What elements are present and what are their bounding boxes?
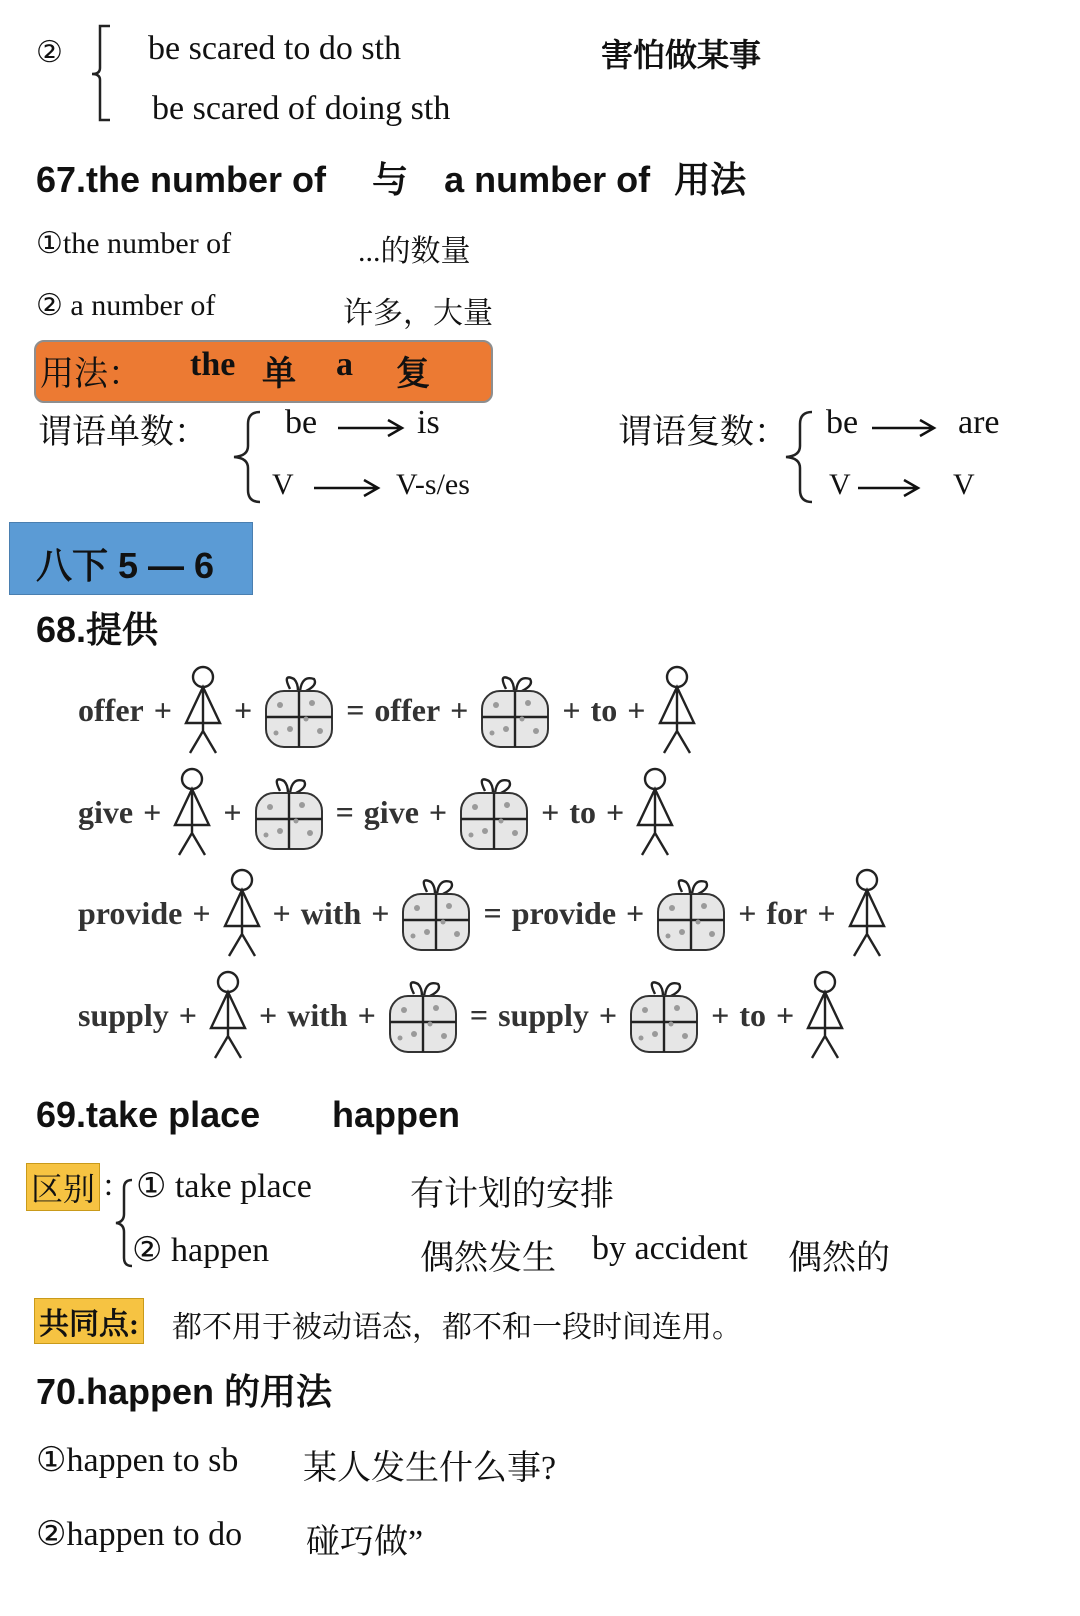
heading-70: 70.happen 的用法 [36,1371,333,1412]
item-happen-to-sb: ①happen to sb [36,1442,239,1479]
gift-icon [397,872,475,954]
prep-text: for [766,894,808,931]
arrow-right-icon [856,476,926,500]
heading-67 [36,152,746,203]
usage-the: the [190,346,236,383]
plus-sign: + [541,793,560,830]
plus-sign: + [711,996,730,1033]
gift-icon [250,771,328,853]
verb-text: supply [498,996,589,1033]
plus-sign: + [153,691,172,728]
circled-number-2: ② [36,36,63,69]
heading-68: 68.提供 [36,609,159,650]
item-happen-to-sb-meaning: 某人发生什么事? [303,1450,557,1487]
provide-row [76,767,678,857]
unit-label: 八下 5 — 6 [36,545,215,586]
plus-sign: + [738,894,757,931]
plus-sign: + [598,996,618,1033]
heading-67-part-d: 用法 [674,159,747,200]
plus-sign: + [562,691,581,728]
plus-sign: + [428,793,448,830]
gift-icon [652,872,730,954]
person-icon [205,970,251,1060]
prep-text: to [739,996,766,1033]
verb-text: supply [78,996,169,1033]
left-brace-icon [226,410,266,504]
arrow-right-icon [312,476,382,500]
plur-v: V [829,468,851,501]
item-happen-to-do: ②happen to do [36,1516,243,1553]
left-brace-icon [86,24,116,124]
gift-icon [384,974,462,1056]
prep-text: with [300,894,362,931]
plus-sign: + [450,691,469,728]
gift-icon [476,669,554,751]
plus-sign: + [223,793,242,830]
equals-sign: = [483,894,502,931]
verb-text: give [363,793,419,830]
phrase-scared-of-doing: be scared of doing sth [152,90,451,127]
provide-row [76,868,890,958]
plus-sign: + [178,996,197,1033]
item-take-place-meaning: 有计划的安排 [410,1176,614,1213]
prep-text: to [569,793,597,830]
sing-vs: V-s/es [396,468,470,501]
phrase-meaning: 害怕做某事 [601,37,762,73]
usage-label: 用法： [40,356,142,393]
provide-row [76,665,700,755]
plus-sign: + [143,793,162,830]
predicate-singular-label: 谓语单数： [38,414,208,451]
prep-text: with [287,996,348,1033]
heading-69-b: happen [332,1094,461,1135]
item-happen-meaning: 偶然发生 [420,1240,556,1277]
person-icon [654,665,700,755]
sing-v: V [272,468,294,501]
item-by-accident: by accident [592,1230,748,1267]
equals-sign: = [335,793,354,830]
provide-row [76,970,848,1060]
person-icon [219,868,265,958]
plus-sign: + [817,894,836,931]
verb-text: give [78,793,134,830]
verb-text: provide [511,894,617,931]
usage-plural: 复 [396,356,430,393]
difference-badge: 区别 [26,1163,100,1211]
plus-sign: + [371,894,390,931]
common-point-badge: 共同点: [34,1298,144,1344]
person-icon [844,868,890,958]
equals-sign: = [469,996,489,1033]
heading-67-part-c: a number of [444,159,651,200]
arrow-right-icon [870,416,940,440]
verb-text: offer [78,691,144,728]
plus-sign: + [626,894,645,931]
plur-are: are [958,404,1000,441]
left-brace-icon [778,410,818,504]
item-take-place: ① take place [136,1168,312,1205]
heading-67-part-a: 67.the number of [36,159,327,200]
gift-icon [260,669,338,751]
verb-text: provide [78,894,183,931]
person-icon [802,970,848,1060]
prep-text: to [590,691,618,728]
item-happen: ② happen [132,1232,270,1269]
person-icon [632,767,678,857]
plur-be: be [826,404,859,441]
usage-a: a [336,346,353,383]
item-a-number-of: ② a number of [36,289,216,322]
plus-sign: + [627,691,646,728]
heading-67-part-b: 与 [372,159,409,200]
sing-be: be [285,404,318,441]
equals-sign: = [346,691,365,728]
plus-sign: + [775,996,795,1033]
common-point-text: 都不用于被动语态，都不和一段时间连用。 [172,1311,742,1344]
item-the-number-of-meaning: ...的数量 [358,235,471,268]
difference-colon: : [104,1166,113,1202]
sing-is: is [417,404,440,441]
plus-sign: + [272,894,291,931]
plus-sign: + [192,894,211,931]
phrase-scared-to-do: be scared to do sth [148,30,402,67]
predicate-plural-label: 谓语复数： [618,414,788,451]
item-happen-to-do-meaning: 碰巧做” [306,1524,424,1561]
person-icon [169,767,215,857]
usage-single: 单 [262,356,296,393]
heading-69-a: 69.take place [36,1094,261,1135]
verb-text: offer [374,691,441,728]
gift-icon [625,974,703,1056]
item-by-accident-meaning: 偶然的 [788,1240,890,1277]
item-a-number-of-meaning: 许多，大量 [343,297,493,330]
plus-sign: + [357,996,376,1033]
plus-sign: + [233,691,253,728]
plus-sign: + [606,793,625,830]
plur-v2: V [953,468,975,501]
item-the-number-of: ①the number of [36,227,232,260]
gift-icon [455,771,533,853]
plus-sign: + [258,996,278,1033]
arrow-right-icon [336,416,406,440]
person-icon [180,665,226,755]
